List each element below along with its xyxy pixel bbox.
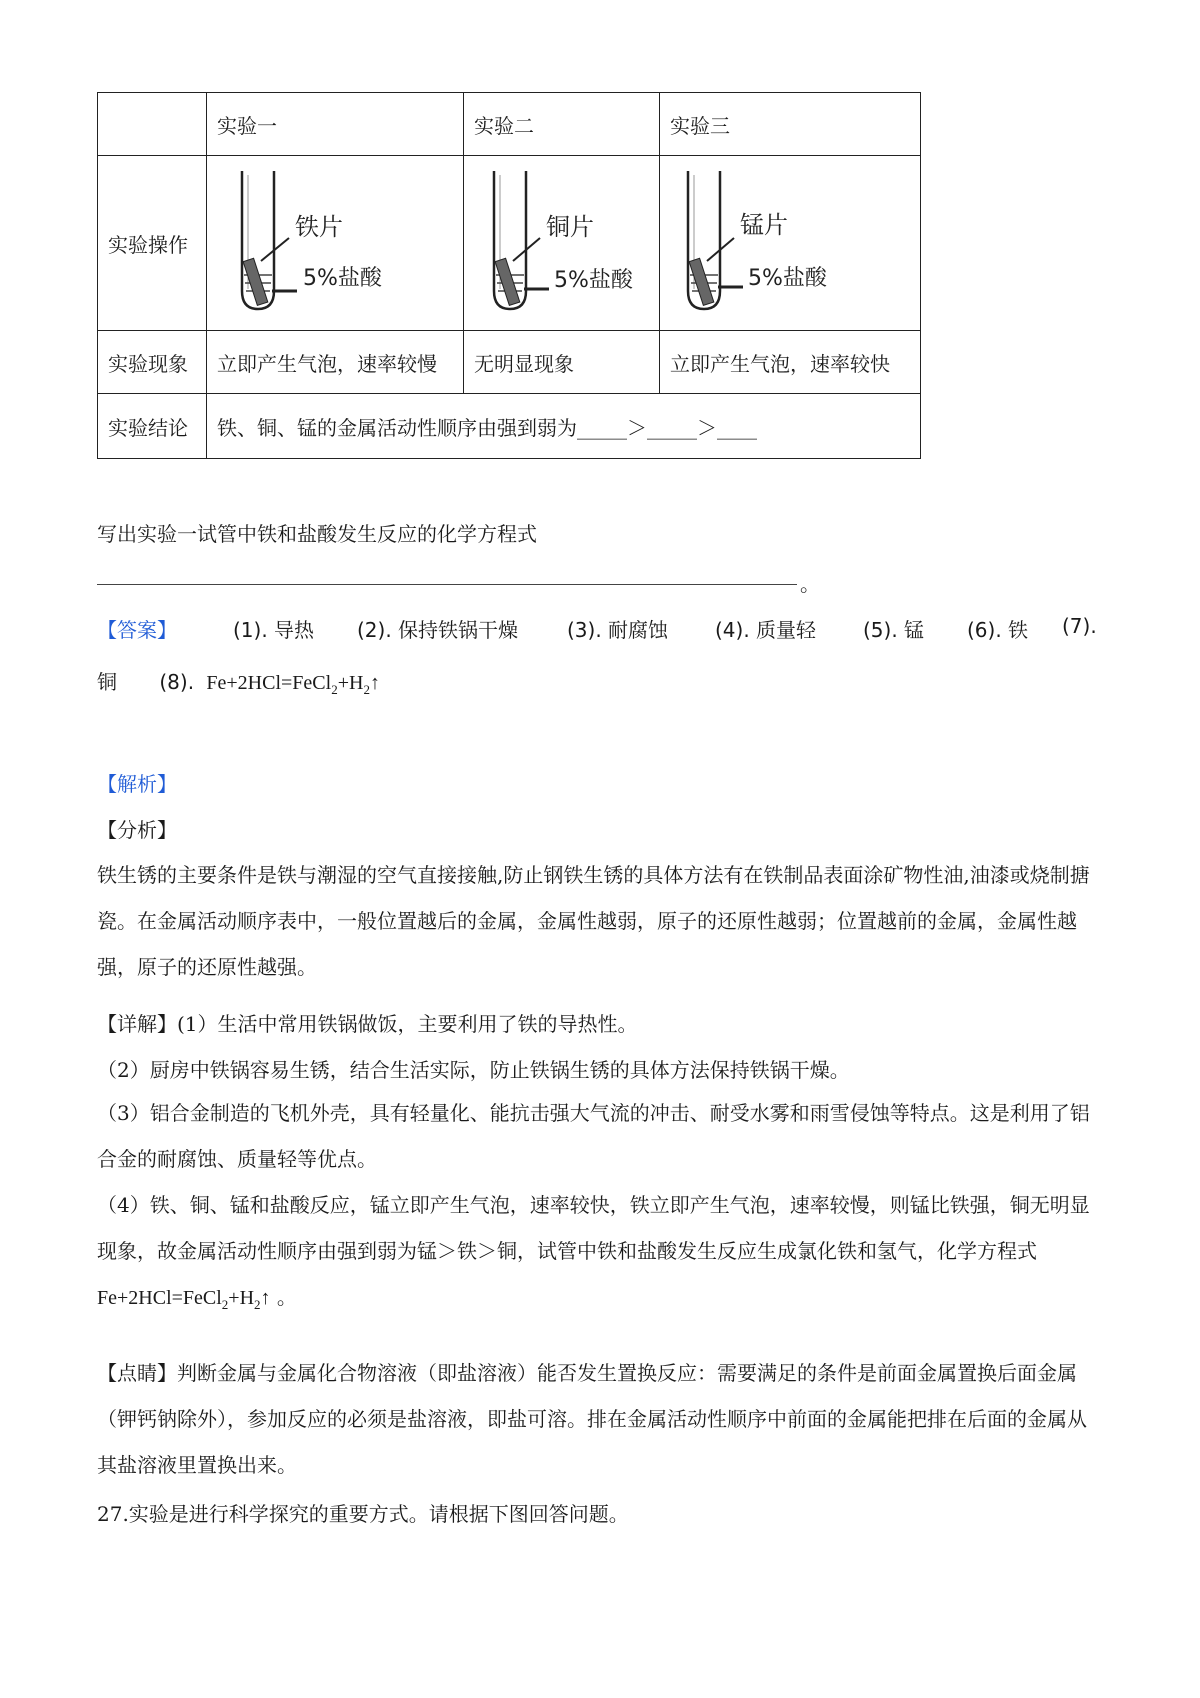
table-header-row bbox=[98, 93, 921, 156]
experiment-table bbox=[97, 92, 921, 459]
table-header-cell: 实验二 bbox=[464, 93, 660, 156]
table-cell: 立即产生气泡，速率较快 bbox=[660, 331, 921, 394]
chemical-equation: $Fe+2HCl=FeCl_2+H_2↑$ bbox=[206, 672, 380, 697]
metal-label: 铁片 bbox=[295, 213, 343, 241]
table-row-conclusion bbox=[98, 394, 921, 459]
xiangjie-label: 【详解】 bbox=[97, 1012, 177, 1036]
test-tube-iron-image bbox=[217, 163, 417, 323]
analysis-label: 【解析】 bbox=[97, 772, 177, 796]
answer-label: 【答案】 bbox=[97, 618, 177, 642]
test-tube-figure bbox=[660, 156, 921, 331]
question-text: 写出实验一试管中铁和盐酸发生反应的化学方程式 bbox=[97, 522, 537, 546]
answer-item: (7). bbox=[1062, 614, 1097, 638]
question-end-mark: 。 bbox=[800, 572, 820, 596]
xiangjie-line-1: 【详解】(1）生活中常用铁锅做饭，主要利用了铁的导热性。 bbox=[97, 1012, 638, 1036]
answer-item: (5). 锰 bbox=[863, 618, 925, 642]
table-cell: 立即产生气泡，速率较慢 bbox=[207, 331, 464, 394]
acid-label: 5%盐酸 bbox=[748, 266, 827, 291]
xiangjie-paragraph-4: （4）铁、铜、锰和盐酸反应，锰立即产生气泡，速率较快，铁立即产生气泡，速率较慢，则锰比铁强，铜无明显现象，故金属活动性顺序由强到弱为锰＞铁＞铜，试管中铁和盐酸发生反应生成氯化铁和氢气，化学方程式$Fe+2HCl=FeCl_2+H_2↑$ 。 bbox=[97, 1193, 1090, 1312]
test-tube-copper-image bbox=[474, 163, 649, 323]
row-label: 实验操作 bbox=[98, 156, 207, 331]
dianjing-label: 【点睛】 bbox=[97, 1361, 177, 1385]
table-header-cell bbox=[98, 93, 207, 156]
answer-line-2 bbox=[97, 668, 380, 704]
table-header-cell: 实验一 bbox=[207, 93, 464, 156]
table-cell: 铁、铜、锰的金属活动性顺序由强到弱为_____＞_____＞____ bbox=[207, 394, 921, 459]
fenxi-paragraph: 铁生锈的主要条件是铁与潮湿的空气直接接触,防止钢铁生锈的具体方法有在铁制品表面涂矿物性油,油漆或烧制搪瓷。在金属活动顺序表中，一般位置越后的金属，金属性越弱，原子的还原性越弱；位置越前的金属，金属性越强，原子的还原性越强。 bbox=[97, 863, 1090, 979]
answer-item: (6). 铁 bbox=[967, 618, 1029, 642]
table-cell: 无明显现象 bbox=[464, 331, 660, 394]
answer-item: (1). 导热 bbox=[233, 618, 315, 642]
answer-item: (4). 质量轻 bbox=[715, 618, 817, 642]
test-tube-figure bbox=[464, 156, 660, 331]
test-tube-figure bbox=[207, 156, 464, 331]
table-row-operation bbox=[98, 156, 921, 331]
next-question: 27.实验是进行科学探究的重要方式。请根据下图回答问题。 bbox=[97, 1502, 629, 1526]
xiangjie-paragraph-3: （3）铝合金制造的飞机外壳，具有轻量化、能抗击强大气流的冲击、耐受水雾和雨雪侵蚀等特点。这是利用了铝合金的耐腐蚀、质量轻等优点。 bbox=[97, 1101, 1090, 1171]
answer-blank-line bbox=[97, 584, 797, 585]
answer-item: (2). 保持铁锅干燥 bbox=[357, 618, 519, 642]
chemical-equation: $Fe+2HCl=FeCl_2+H_2↑$ bbox=[97, 1287, 271, 1312]
answer-item: (3). 耐腐蚀 bbox=[567, 618, 669, 642]
metal-label: 锰片 bbox=[740, 211, 788, 239]
xiangjie-line-2: （2）厨房中铁锅容易生锈，结合生活实际，防止铁锅生锈的具体方法保持铁锅干燥。 bbox=[97, 1058, 850, 1082]
fenxi-label: 【分析】 bbox=[97, 818, 177, 842]
row-label: 实验现象 bbox=[98, 331, 207, 394]
acid-label: 5%盐酸 bbox=[554, 268, 633, 293]
acid-label: 5%盐酸 bbox=[303, 266, 382, 291]
answer-item: 铜 bbox=[97, 670, 117, 694]
test-tube-manganese-image bbox=[670, 163, 885, 323]
metal-label: 铜片 bbox=[546, 213, 594, 241]
answer-item: (8). bbox=[159, 670, 195, 694]
table-row-phenomenon bbox=[98, 331, 921, 394]
dianjing-paragraph: 【点睛】判断金属与金属化合物溶液（即盐溶液）能否发生置换反应：需要满足的条件是前面金属置换后面金属（钾钙钠除外），参加反应的必须是盐溶液，即盐可溶。排在金属活动性顺序中前面的金属能把排在后面的金属从其盐溶液里置换出来。 bbox=[97, 1361, 1087, 1477]
table-header-cell: 实验三 bbox=[660, 93, 921, 156]
row-label: 实验结论 bbox=[98, 394, 207, 459]
